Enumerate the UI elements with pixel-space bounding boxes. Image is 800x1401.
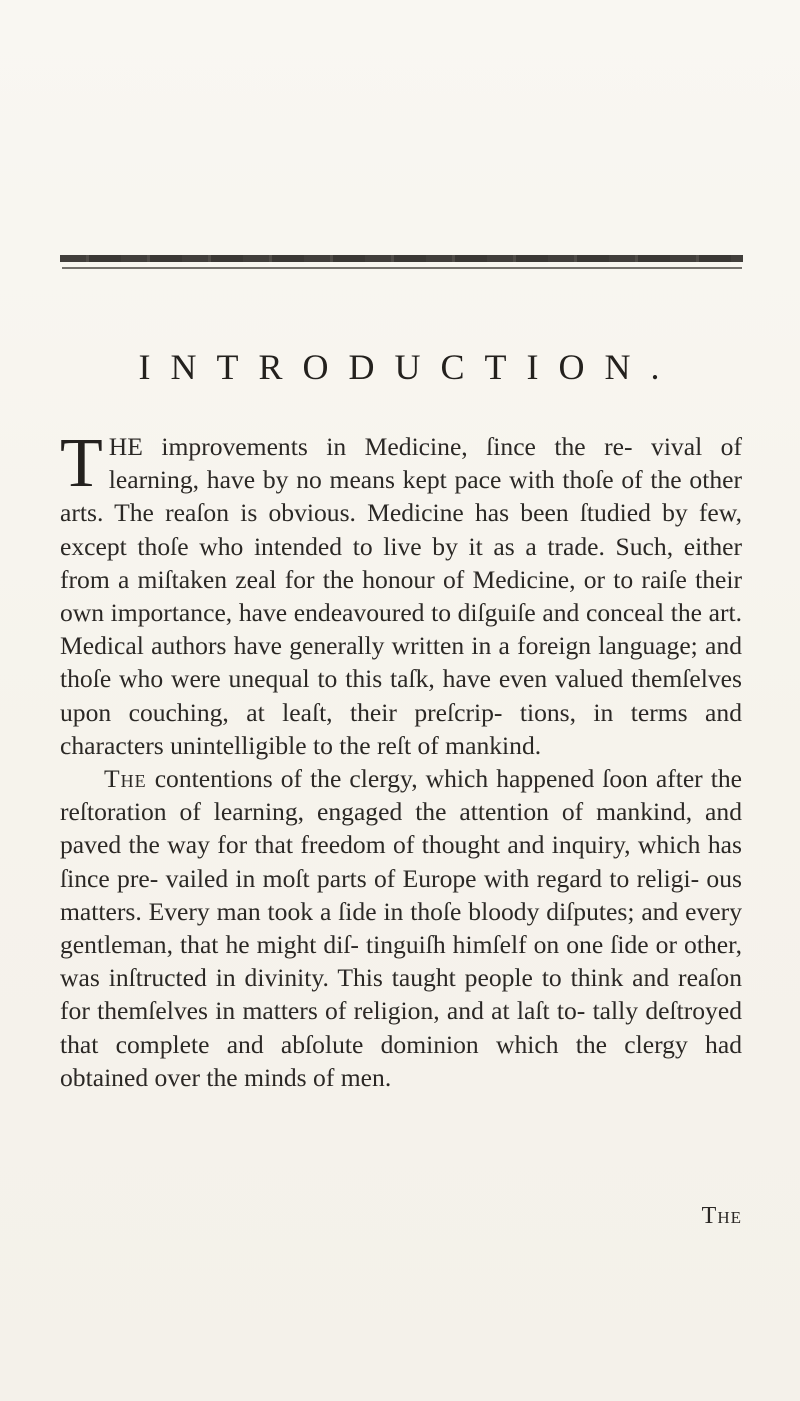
paragraph-1-text: improvements in Medicine, ſince the re- vival of learning, have by no means kept pace with thoſe of the other arts. The reaſon is obvious. Medicine has been ſtudied by few, except thoſe who intended to live by it as a trade. Such, either from a miſtaken zeal for the honour of Medicine, or to raiſe their own importance, have endeavoured to diſguiſe and conceal the art. Medical authors have generally written in a foreign language; and thoſe who were unequal to this taſk, have even valued themſelves upon couching, at leaſt, their preſcrip- tions, in terms and characters unintelligible to the reſt of mankind.	[60, 432, 742, 760]
header-rule-thin	[62, 267, 742, 269]
catchword: The	[701, 1203, 742, 1229]
paragraph-2-text: contentions of the clergy, which happened ſoon after the reſtoration of learning, engaged the attention of mankind, and paved the way for that freedom of thought and inquiry, which has ſince pre- vailed in moſt parts of Europe with regard to religi- ous matters. Every man took a ſide in thoſe bloody diſputes; and every gentleman, that he might diſ- tinguiſh himſelf on one ſide or other, was inſtructed in divinity. This taught people to think and reaſon for themſelves in matters of religion, and at laſt to- tally deſtroyed that complete and abſolute dominion which the clergy had obtained over the minds of men.	[60, 764, 743, 1092]
chapter-heading: INTRODUCTION.	[138, 347, 680, 387]
drop-cap: T	[60, 425, 103, 502]
body-text	[60, 425, 743, 1094]
paragraph-2	[60, 762, 742, 1094]
header-rule	[60, 255, 743, 262]
paragraph-1	[60, 425, 742, 762]
first-word-rest: HE	[108, 432, 143, 461]
paragraph-2-lead-word: The	[104, 764, 147, 794]
